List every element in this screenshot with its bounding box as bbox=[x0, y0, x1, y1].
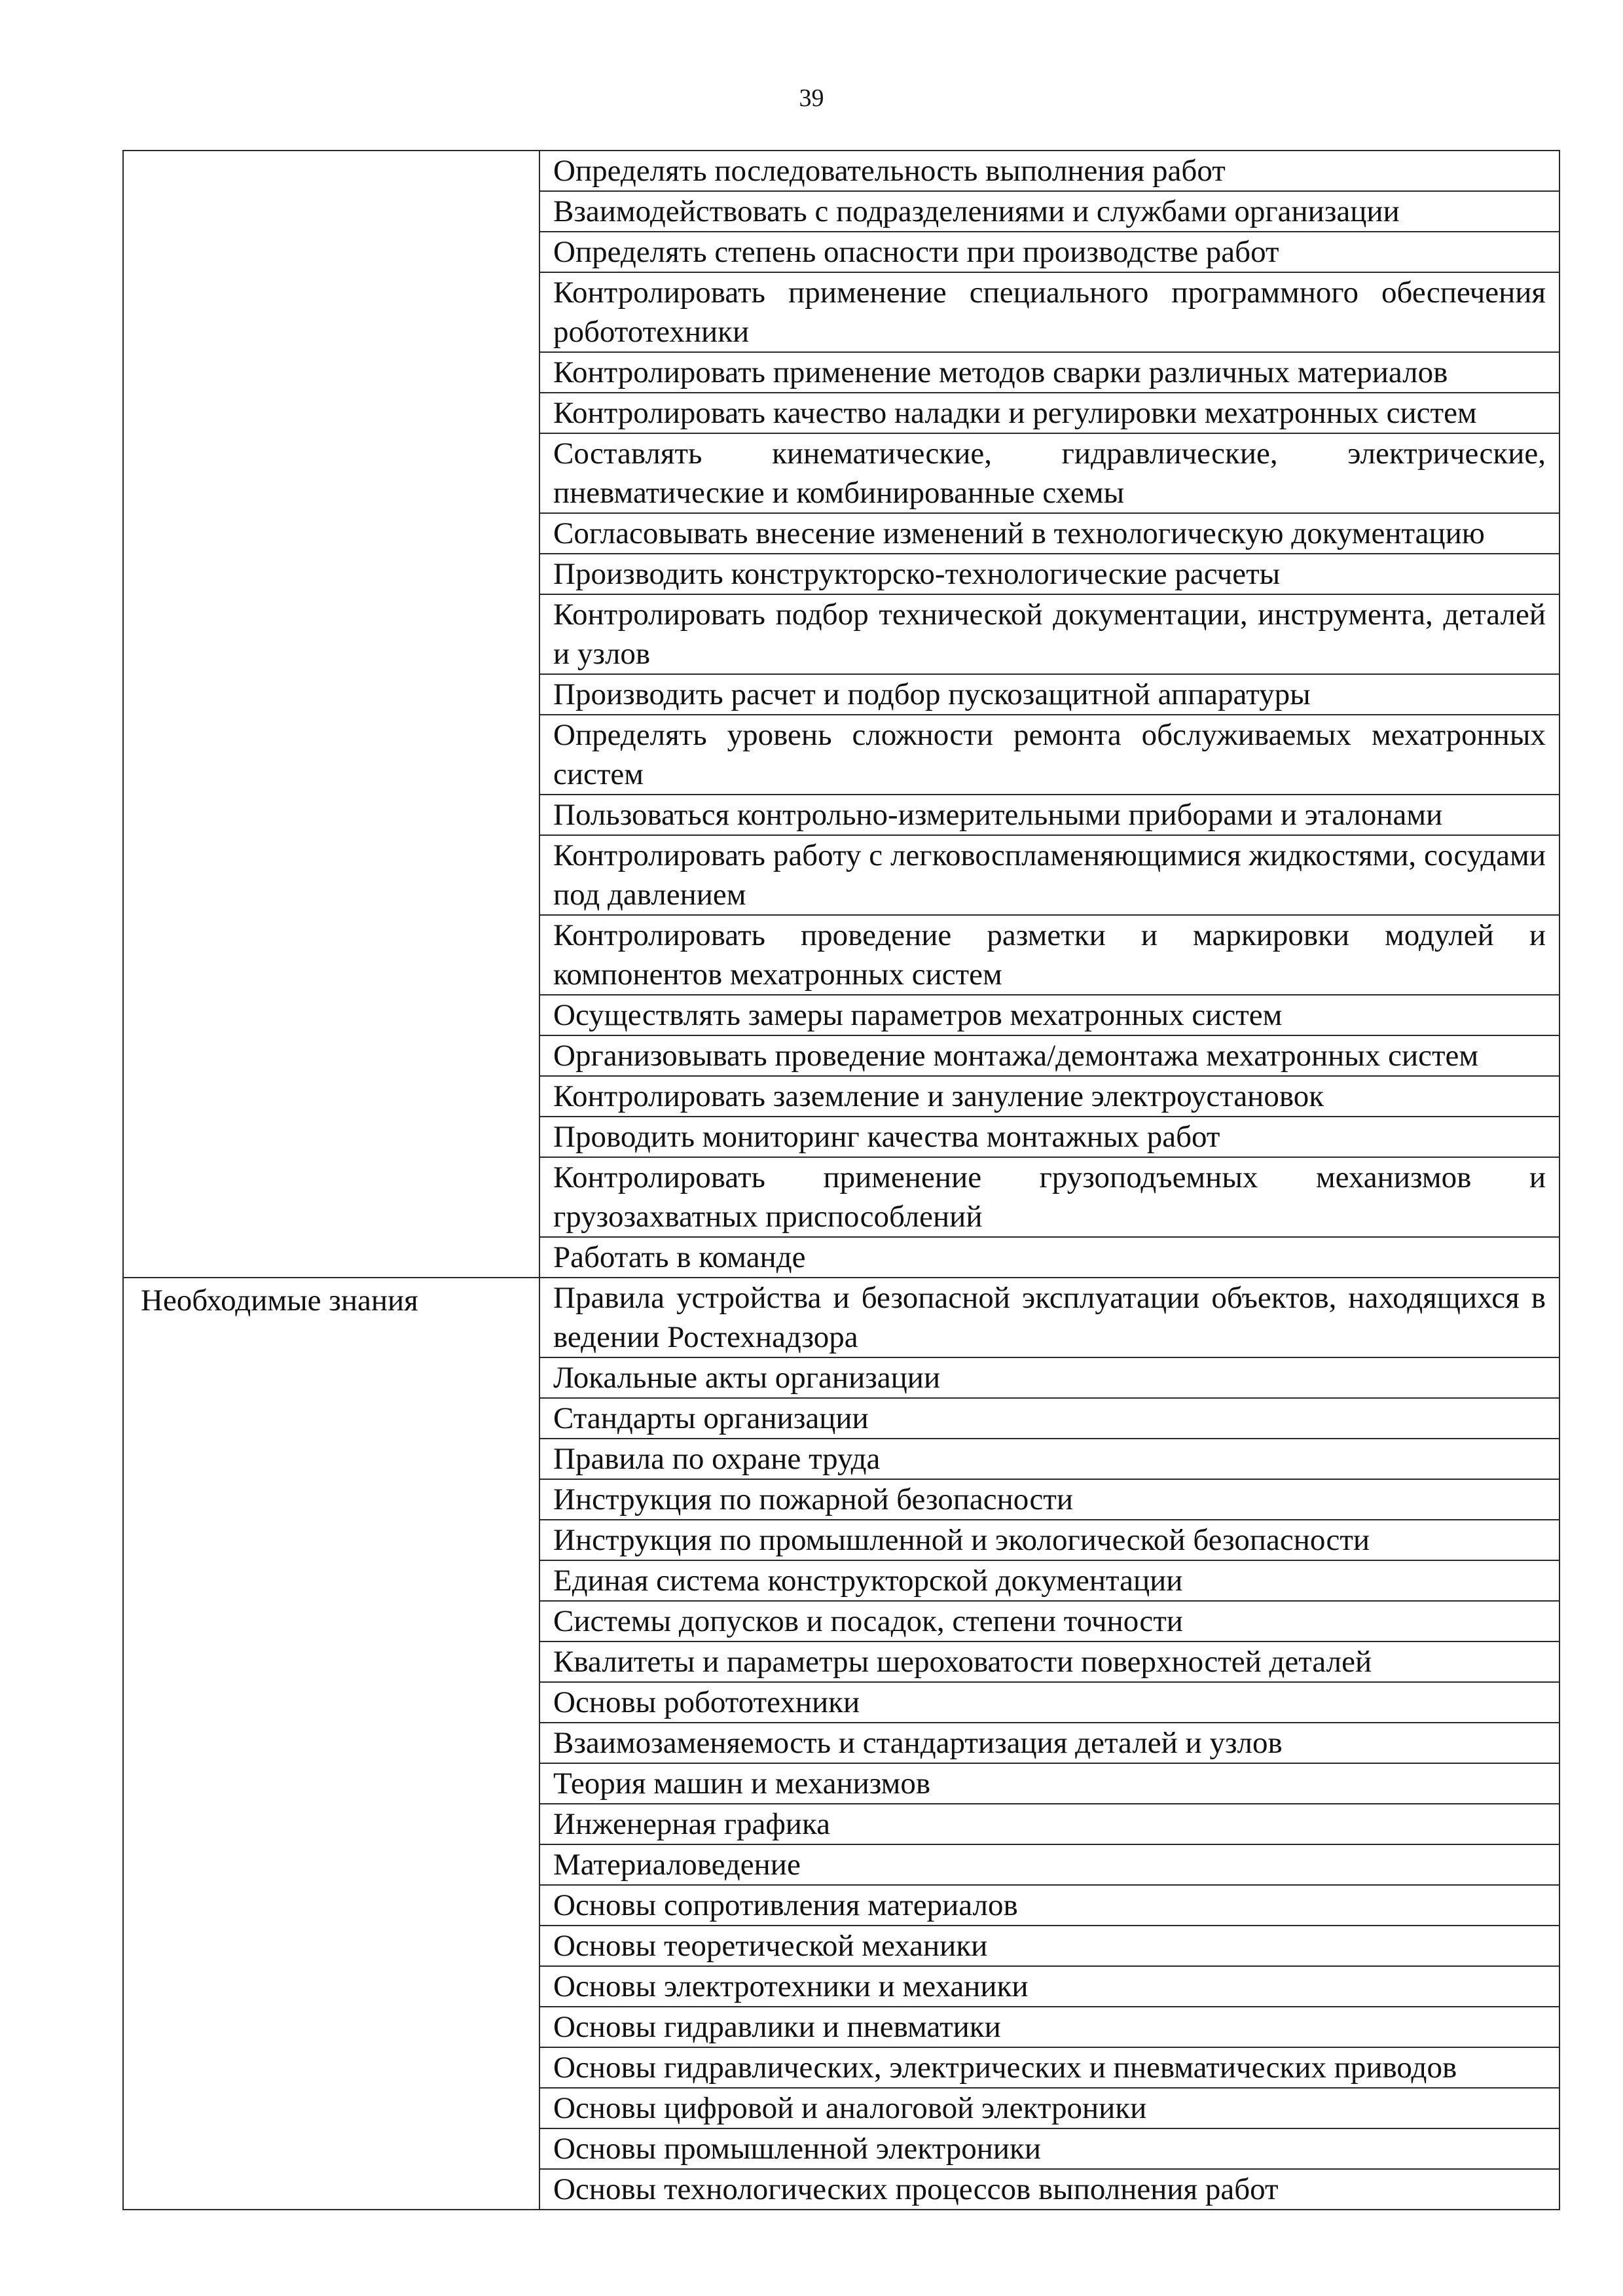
requirement-item: Взаимодействовать с подразделениями и службами организации bbox=[539, 191, 1559, 232]
requirement-item: Производить расчет и подбор пускозащитной аппаратуры bbox=[539, 674, 1559, 715]
requirement-item: Теория машин и механизмов bbox=[539, 1763, 1559, 1804]
requirement-item: Контролировать качество наладки и регулировки мехатронных систем bbox=[539, 393, 1559, 433]
requirement-item: Контролировать проведение разметки и маркировки модулей и компонентов мехатронных систем bbox=[539, 915, 1559, 995]
requirement-item: Производить конструкторско-технологические расчеты bbox=[539, 554, 1559, 594]
requirement-item: Инструкция по промышленной и экологической безопасности bbox=[539, 1520, 1559, 1560]
requirement-item: Основы гидравлики и пневматики bbox=[539, 2007, 1559, 2047]
requirement-item: Стандарты организации bbox=[539, 1398, 1559, 1439]
requirements-table bbox=[122, 150, 1560, 2210]
requirement-item: Определять уровень сложности ремонта обслуживаемых мехатронных систем bbox=[539, 715, 1559, 795]
requirement-item: Основы робототехники bbox=[539, 1682, 1559, 1723]
requirement-item: Составлять кинематические, гидравлические, электрические, пневматические и комбинированные схемы bbox=[539, 433, 1559, 513]
requirement-item: Контролировать работу с легковоспламеняющимися жидкостями, сосудами под давлением bbox=[539, 835, 1559, 915]
requirement-item: Локальные акты организации bbox=[539, 1357, 1559, 1398]
requirement-item: Пользоваться контрольно-измерительными приборами и эталонами bbox=[539, 795, 1559, 835]
requirement-item: Системы допусков и посадок, степени точности bbox=[539, 1601, 1559, 1641]
section-label-cell bbox=[123, 151, 539, 1278]
requirement-item: Основы промышленной электроники bbox=[539, 2128, 1559, 2169]
requirements-table-body bbox=[123, 151, 1559, 2210]
requirement-item: Правила устройства и безопасной эксплуатации объектов, находящихся в ведении Ростехнадзора bbox=[539, 1278, 1559, 1357]
requirement-item: Единая система конструкторской документации bbox=[539, 1560, 1559, 1601]
section-label-cell: Необходимые знания bbox=[123, 1278, 539, 2210]
requirement-item: Контролировать применение методов сварки различных материалов bbox=[539, 352, 1559, 393]
requirement-item: Квалитеты и параметры шероховатости поверхностей деталей bbox=[539, 1641, 1559, 1682]
requirement-item: Инженерная графика bbox=[539, 1804, 1559, 1844]
table-row bbox=[123, 151, 1559, 191]
requirement-item: Основы цифровой и аналоговой электроники bbox=[539, 2088, 1559, 2128]
requirement-item: Определять последовательность выполнения работ bbox=[539, 151, 1559, 191]
table-row bbox=[123, 1278, 1559, 1357]
requirement-item: Основы сопротивления материалов bbox=[539, 1885, 1559, 1926]
requirement-item: Взаимозаменяемость и стандартизация деталей и узлов bbox=[539, 1723, 1559, 1763]
page-number: 39 bbox=[799, 84, 824, 112]
requirement-item: Инструкция по пожарной безопасности bbox=[539, 1479, 1559, 1520]
requirement-item: Контролировать применение специального программного обеспечения робототехники bbox=[539, 272, 1559, 352]
requirement-item: Осуществлять замеры параметров мехатронных систем bbox=[539, 995, 1559, 1035]
requirement-item: Организовывать проведение монтажа/демонтажа мехатронных систем bbox=[539, 1035, 1559, 1076]
requirement-item: Основы теоретической механики bbox=[539, 1926, 1559, 1966]
requirement-item: Согласовывать внесение изменений в технологическую документацию bbox=[539, 513, 1559, 554]
requirement-item: Правила по охране труда bbox=[539, 1439, 1559, 1479]
requirement-item: Определять степень опасности при производстве работ bbox=[539, 232, 1559, 272]
requirement-item: Контролировать применение грузоподъемных механизмов и грузозахватных приспособлений bbox=[539, 1157, 1559, 1237]
requirement-item: Основы электротехники и механики bbox=[539, 1966, 1559, 2007]
requirement-item: Основы гидравлических, электрических и пневматических приводов bbox=[539, 2047, 1559, 2088]
requirement-item: Материаловедение bbox=[539, 1844, 1559, 1885]
requirement-item: Проводить мониторинг качества монтажных работ bbox=[539, 1117, 1559, 1157]
requirement-item: Работать в команде bbox=[539, 1237, 1559, 1278]
requirement-item: Контролировать заземление и зануление электроустановок bbox=[539, 1076, 1559, 1117]
requirement-item: Контролировать подбор технической документации, инструмента, деталей и узлов bbox=[539, 594, 1559, 674]
requirement-item: Основы технологических процессов выполнения работ bbox=[539, 2169, 1559, 2210]
